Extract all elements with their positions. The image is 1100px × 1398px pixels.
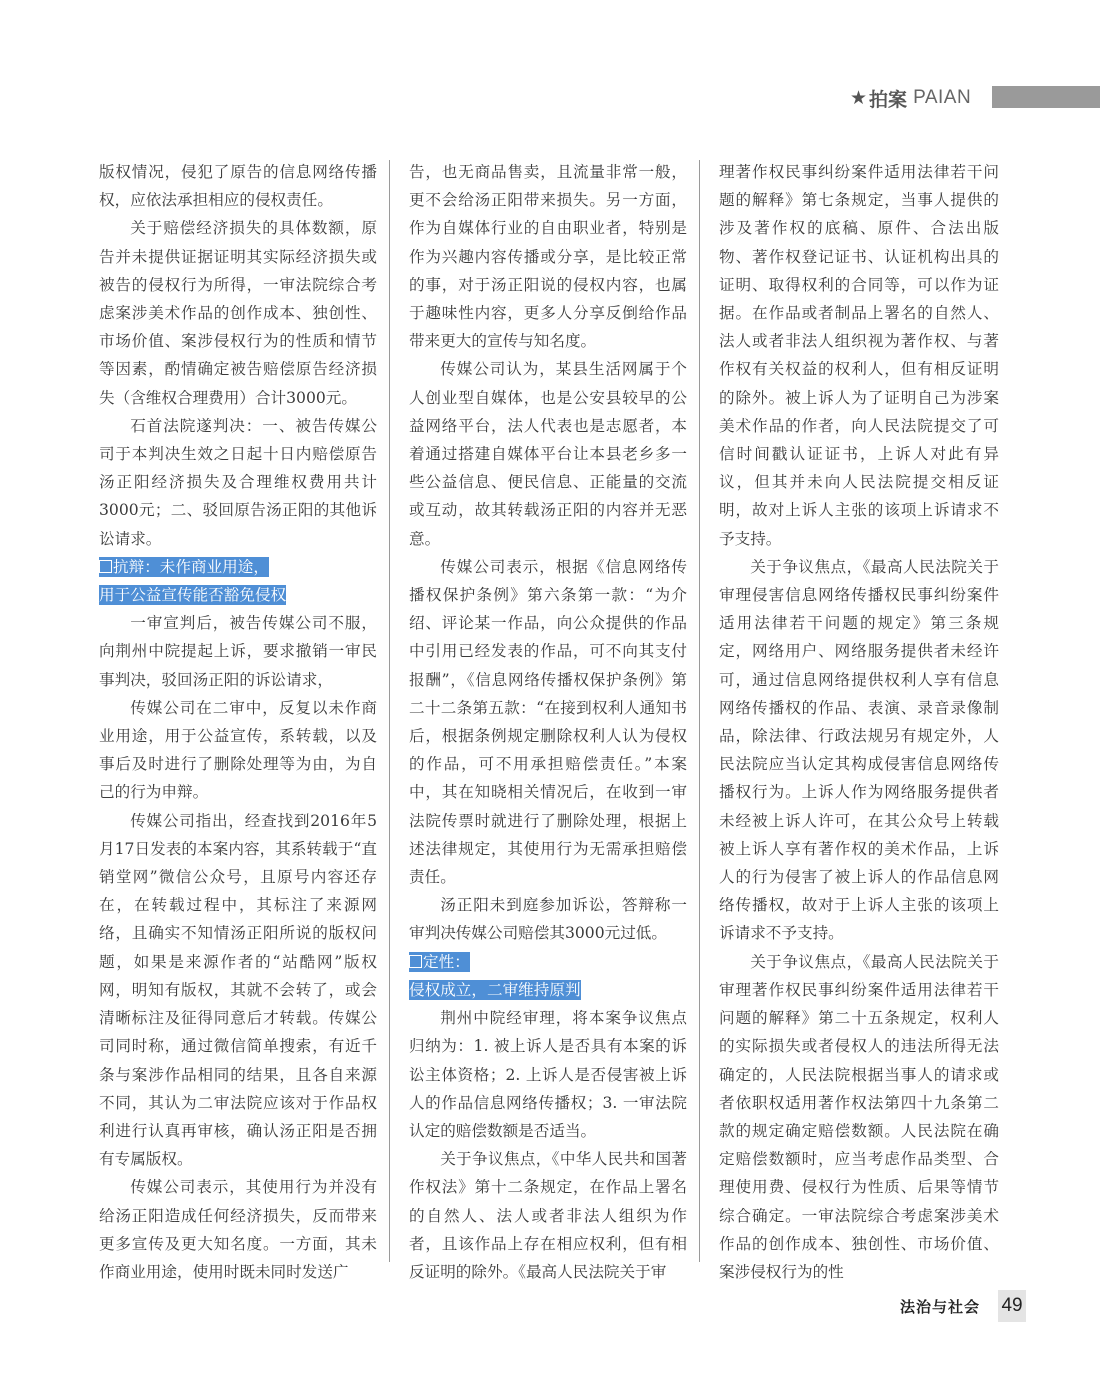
section-subheading — [409, 948, 687, 976]
paragraph: 版权情况，侵犯了原告的信息网络传播权，应依法承担相应的侵权责任。 — [99, 163, 377, 210]
subheading-highlight — [99, 557, 269, 577]
article-column-1 — [99, 158, 377, 1286]
subheading-highlight — [409, 952, 470, 972]
header-bar — [992, 86, 1100, 108]
page-footer — [900, 1290, 1026, 1322]
paragraph: 传媒公司表示，其使用行为并没有给汤正阳造成任何经济损失，反而带来更多宣传及更大知名度。一方面，其未作商业用途，使用时既未同时发送广 — [99, 1178, 377, 1281]
square-bullet-icon — [409, 955, 422, 968]
paragraph: 一审宣判后，被告传媒公司不服，向荆州中院提起上诉，要求撤销一审民事判决，驳回汤正阳的诉讼请求， — [99, 614, 377, 689]
paragraph: 关于争议焦点，《最高人民法院关于审理著作权民事纠纷案件适用法律若干问题的解释》第二十五条规定，权利人的实际损失或者侵权人的违法所得无法确定的，人民法院根据当事人的请求或者依职权适用著作权法第四十九条第二款的规定确定赔偿数额。人民法院在确定赔偿数额时，应当考虑作品类型、合理使用费、侵权行为性质、后果等情节综合确定。一审法院综合考虑案涉美术作品的创作成本、独创性、市场价值、案涉侵权行为的性 — [719, 952, 999, 1281]
section-title-en: PAIAN — [913, 87, 972, 108]
star-icon: ★ — [850, 87, 868, 109]
subheading-highlight — [99, 585, 286, 605]
paragraph: 石首法院遂判决：一、被告传媒公司于本判决生效之日起十日内赔偿原告汤正阳经济损失及合理维权费用共计3000元；二、驳回原告汤正阳的其他诉讼请求。 — [99, 416, 377, 548]
paragraph: 告，也无商品售卖，且流量非常一般，更不会给汤正阳带来损失。另一方面，作为自媒体行业的自由职业者，特别是作为兴趣内容传播或分享，是比较正常的事，对于汤正阳说的侵权内容，也属于趣味性内容，更多人分享反倒给作品带来更大的宣传与知名度。 — [409, 163, 687, 351]
paragraph: 关于争议焦点，《中华人民共和国著作权法》第十二条规定，在作品上署名的自然人、法人或者非法人组织为作者，且该作品上存在相应权利，但有相反证明的除外。《最高人民法院关于审 — [409, 1150, 687, 1281]
section-subheading — [409, 976, 687, 1004]
section-title-cn: 拍案 — [869, 88, 908, 111]
paragraph: 传媒公司认为，某县生活网属于个人创业型自媒体，也是公安县较早的公益网络平台，法人代表也是志愿者，本着通过搭建自媒体平台让本县老乡多一些公益信息、便民信息、正能量的交流或互动，故其转载汤正阳的内容并无恶意。 — [409, 360, 687, 548]
subheading-text: 抗辩：未作商业用途， — [113, 557, 269, 576]
paragraph: 关于赔偿经济损失的具体数额，原告并未提供证据证明其实际经济损失或被告的侵权行为所得，一审法院综合考虑案涉美术作品的创作成本、独创性、市场价值、案涉侵权行为的性质和情节等因素，酌情确定被告赔偿原告经济损失（含维权合理费用）合计3000元。 — [99, 219, 377, 407]
paragraph: 荆州中院经审理，将本案争议焦点归纳为：1. 被上诉人是否具有本案的诉讼主体资格；2. 上诉人是否侵害被上诉人的作品信息网络传播权；3. 一审法院认定的赔偿数额是否适当。 — [409, 1009, 687, 1140]
square-bullet-icon — [99, 560, 112, 573]
column-divider — [389, 160, 390, 1262]
subheading-text: 用于公益宣传能否豁免侵权 — [99, 586, 287, 605]
paragraph: 传媒公司表示，根据《信息网络传播权保护条例》第六条第一款：“为介绍、评论某一作品，向公众提供的作品中引用已经发表的作品，可不向其支付报酬”，《信息网络传播权保护条例》第二十二条第五款：“在接到权利人通知书后，根据条例规定删除权利人认为侵权的作品，可不用承担赔偿责任。”本案中，其在知晓相关情况后，在收到一审法院传票时就进行了删除处理，根据上述法律规定，其使用行为无需承担赔偿责任。 — [409, 557, 687, 887]
paragraph: 关于争议焦点，《最高人民法院关于审理侵害信息网络传播权民事纠纷案件适用法律若干问题的规定》第三条规定，网络用户、网络服务提供者未经许可，通过信息网络提供权利人享有信息网络传播权的作品、表演、录音录像制品，除法律、行政法规另有规定外，人民法院应当认定其构成侵害信息网络传播权行为。上诉人作为网络服务提供者未经被上诉人许可，在其公众号上转载被上诉人享有著作权的美术作品，上诉人的行为侵害了被上诉人的作品信息网络传播权，故对于上诉人主张的该项上诉请求不予支持。 — [719, 557, 999, 943]
paragraph: 汤正阳未到庭参加诉讼，答辩称一审判决传媒公司赔偿其3000元过低。 — [409, 896, 687, 943]
paragraph: 传媒公司指出，经查找到2016年5月17日发表的本案内容，其系转载于“直销堂网”微信公众号，且原号内容还存在，在转载过程中，其标注了来源网络，且确实不知情汤正阳所说的版权问题，如果是来源作者的“站酷网”版权网，明知有版权，其就不会转了，或会清晰标注及征得同意后才转载。传媒公司同时称，通过微信简单搜索，有近千条与案涉作品相同的结果，且各自来源不同，其认为二审法院应该对于作品权利进行认真再审核，确认汤正阳是否拥有专属版权。 — [99, 811, 377, 1169]
paragraph: 理著作权民事纠纷案件适用法律若干问题的解释》第七条规定，当事人提供的涉及著作权的底稿、原件、合法出版物、著作权登记证书、认证机构出具的证明、取得权利的合同等，可以作为证据。在作品或者制品上署名的自然人、法人或者非法人组织视为著作权、与著作权有关权益的权利人，但有相反证明的除外。被上诉人为了证明自己为涉案美术作品的作者，向人民法院提交了可信时间戳认证证书，上诉人对此有异议，但其并未向人民法院提交相反证明，故对上诉人主张的该项上诉请求不予支持。 — [719, 163, 999, 548]
article-column-3 — [719, 158, 999, 1286]
subheading-text: 侵权成立，二审维持原判 — [409, 980, 581, 999]
section-subheading — [99, 553, 377, 581]
section-subheading — [99, 581, 377, 609]
article-column-2 — [409, 158, 687, 1286]
subheading-highlight — [409, 980, 581, 1000]
section-header — [850, 84, 971, 112]
paragraph: 传媒公司在二审中，反复以未作商业用途，用于公益宣传，系转载，以及事后及时进行了删除处理等为由，为自己的行为申辩。 — [99, 698, 377, 802]
page-number: 49 — [998, 1290, 1026, 1322]
column-divider — [699, 160, 700, 1262]
magazine-name: 法治与社会 — [900, 1297, 981, 1316]
subheading-text: 定性： — [423, 952, 470, 971]
